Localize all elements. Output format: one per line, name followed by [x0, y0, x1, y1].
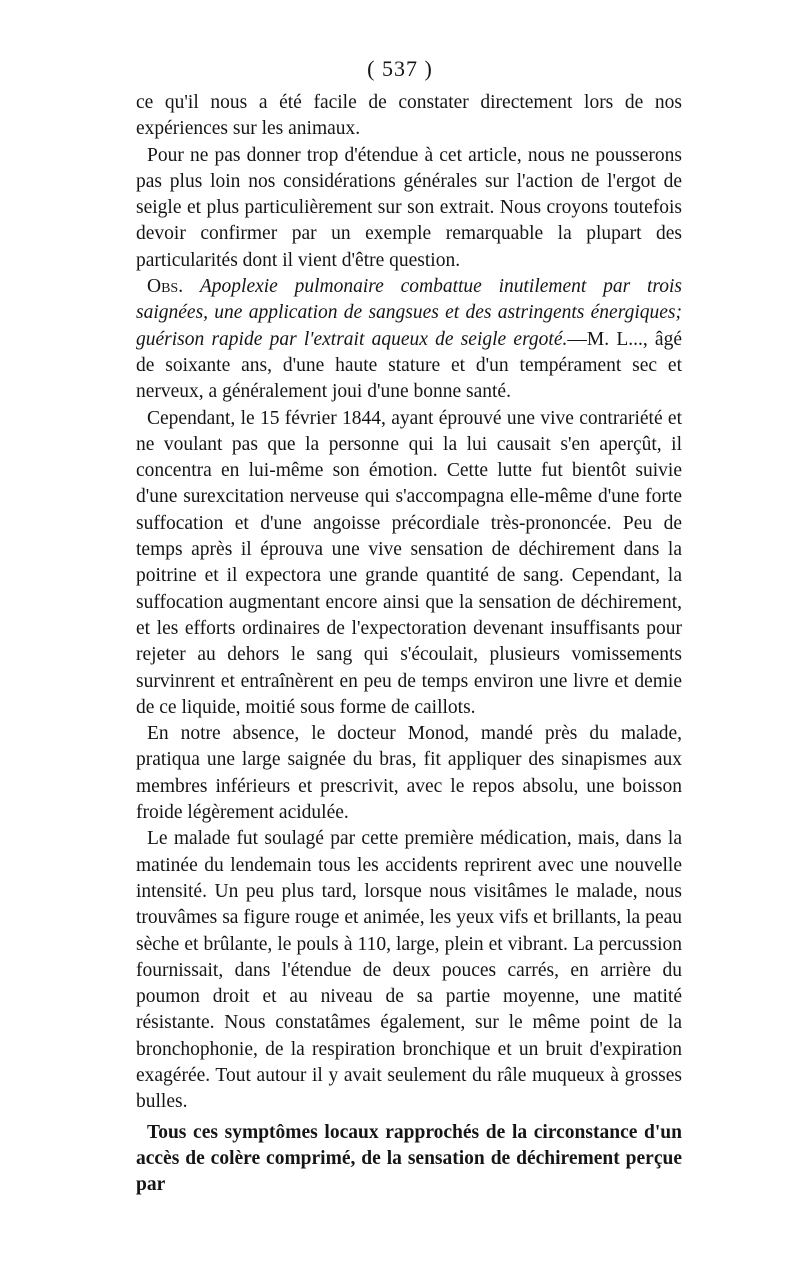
page-number: ( 537 ): [367, 56, 433, 81]
paragraph: Pour ne pas donner trop d'étendue à cet article, nous ne pousserons pas plus loin nos considérations générales sur l'action de l'ergot de seigle et plus particulièrement sur son extrait. Nous croyons toutefois devoir confirmer par un exemple remarquable la plupart des particularités dont il vient d'être question.: [136, 144, 682, 271]
body-text: [136, 90, 682, 1198]
paragraph-continuation: ce qu'il nous a été facile de constater directement lors de nos expériences sur les animaux.: [136, 92, 682, 140]
observation-paragraph: [136, 274, 682, 405]
paragraph: Tous ces symptômes locaux rapprochés de la circonstance d'un accès de colère comprimé, de la sensation de déchirement perçue par: [136, 1121, 682, 1196]
observation-label: Obs.: [147, 276, 184, 298]
paragraph: Le malade fut soulagé par cette première médication, mais, dans la matinée du lendemain tous les accidents reprirent avec une nouvelle intensité. Un peu plus tard, lorsque nous visitâmes le malade, nous trouvâmes sa figure rouge et animée, les yeux vifs et brillants, la peau sèche et brûlante, le pouls à 110, large, plein et vibrant. La percussion fournissait, dans l'étendue de deux pouces carrés, en arrière du poumon droit et au niveau de sa partie moyenne, une matité résistante. Nous constatâmes également, sur le même point de la bronchophonie, de la respiration bronchique et un bruit d'expiration exagérée. Tout autour il y avait seulement du râle muqueux à grosses bulles.: [136, 828, 682, 1113]
observation-text: —M. L..., âgé de soixante ans, d'une haute stature et d'un tempérament sec et nerveux, a généralement joui d'une bonne santé.: [136, 328, 682, 403]
paragraph: En notre absence, le docteur Monod, mandé près du malade, pratiqua une large saignée du bras, fit appliquer des sinapismes aux membres inférieurs et prescrivit, avec le repos absolu, une boisson froide légèrement acidulée.: [136, 723, 682, 824]
observation-title: Apoplexie pulmonaire combattue inutilement par trois saignées, une application de sangsues et des astringents énergiques; guérison rapide par l'extrait aqueux de seigle ergoté.: [136, 276, 682, 350]
paragraph: Cependant, le 15 février 1844, ayant éprouvé une vive contrariété et ne voulant pas que la personne qui la lui causait s'en aperçût, il concentra en lui-même son émotion. Cette lutte fut bientôt suivie d'une surexcitation nerveuse qui s'accompagna elle-même d'une forte suffocation et d'une angoisse précordiale très-prononcée. Peu de temps après il éprouva une vive sensation de déchirement dans la poitrine et il expectora une grande quantité de sang. Cependant, la suffocation augmentant encore ainsi que la sensation de déchirement, et les efforts ordinaires de l'expectoration devenant insuffisants pour rejeter au dehors le sang qui s'écoulait, plusieurs vomissements survinrent et entraînèrent en peu de temps environ une livre et demie de ce liquide, moitié sous forme de caillots.: [136, 407, 682, 718]
